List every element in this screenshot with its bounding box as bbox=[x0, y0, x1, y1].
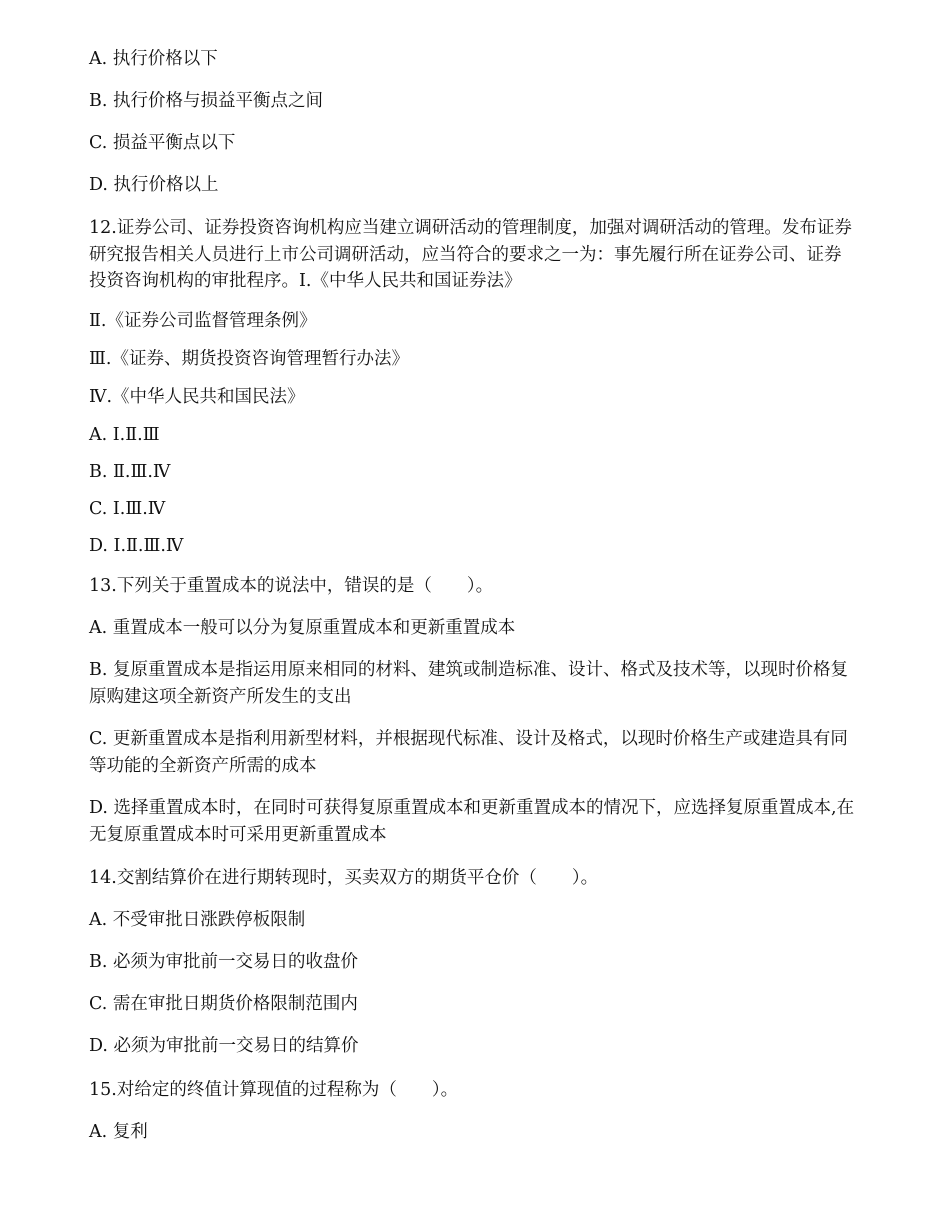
q13-option-d-line-2: 无复原重置成本时可采用更新重置成本 bbox=[89, 825, 387, 845]
q14-option-c: C. 需在审批日期货价格限制范围内 bbox=[89, 994, 358, 1014]
q12-stem-line-3: 投资咨询机构的审批程序。Ⅰ.《中华人民共和国证券法》 bbox=[89, 271, 522, 291]
q13-option-c-line-1: C. 更新重置成本是指利用新型材料，并根据现代标准、设计及格式，以现时价格生产或建造具有同 bbox=[89, 729, 848, 749]
q13-stem: 13.下列关于重置成本的说法中，错误的是（ ）。 bbox=[89, 576, 494, 596]
q13-option-d-line-1: D. 选择重置成本时，在同时可获得复原重置成本和更新重置成本的情况下，应选择复原重置成本,在 bbox=[89, 798, 855, 818]
q13-option-c-line-2: 等功能的全新资产所需的成本 bbox=[89, 756, 317, 776]
q12-option-a: A. Ⅰ.Ⅱ.Ⅲ bbox=[89, 425, 160, 445]
q13-option-a: A. 重置成本一般可以分为复原重置成本和更新重置成本 bbox=[89, 618, 516, 638]
q12-item-4: Ⅳ.《中华人民共和国民法》 bbox=[89, 387, 305, 407]
q11-option-c: C. 损益平衡点以下 bbox=[89, 133, 236, 153]
q12-option-c: C. Ⅰ.Ⅲ.Ⅳ bbox=[89, 499, 166, 519]
q14-option-b: B. 必须为审批前一交易日的收盘价 bbox=[89, 952, 358, 972]
q14-option-a: A. 不受审批日涨跌停板限制 bbox=[89, 910, 306, 930]
q14-option-d: D. 必须为审批前一交易日的结算价 bbox=[89, 1036, 359, 1056]
q14-stem: 14.交割结算价在进行期转现时，买卖双方的期货平仓价（ ）。 bbox=[89, 868, 599, 888]
q15-option-a: A. 复利 bbox=[89, 1122, 148, 1142]
q11-option-b: B. 执行价格与损益平衡点之间 bbox=[89, 91, 323, 111]
q11-option-d: D. 执行价格以上 bbox=[89, 175, 219, 195]
q11-option-a: A. 执行价格以下 bbox=[89, 49, 218, 69]
q15-stem: 15.对给定的终值计算现值的过程称为（ ）。 bbox=[89, 1080, 459, 1100]
q12-item-3: Ⅲ.《证券、期货投资咨询管理暂行办法》 bbox=[89, 349, 409, 369]
q12-item-2: Ⅱ.《证券公司监督管理条例》 bbox=[89, 311, 317, 331]
q13-option-b-line-1: B. 复原重置成本是指运用原来相同的材料、建筑或制造标准、设计、格式及技术等，以现时价格复 bbox=[89, 660, 848, 680]
q12-stem-line-2: 研究报告相关人员进行上市公司调研活动，应当符合的要求之一为：事先履行所在证券公司、证券 bbox=[89, 245, 842, 265]
q12-option-d: D. Ⅰ.Ⅱ.Ⅲ.Ⅳ bbox=[89, 536, 184, 556]
q13-option-b-line-2: 原购建这项全新资产所发生的支出 bbox=[89, 687, 352, 707]
q12-stem-line-1: 12.证券公司、证券投资咨询机构应当建立调研活动的管理制度，加强对调研活动的管理。发布证券 bbox=[89, 218, 852, 238]
q12-option-b: B. Ⅱ.Ⅲ.Ⅳ bbox=[89, 462, 171, 482]
